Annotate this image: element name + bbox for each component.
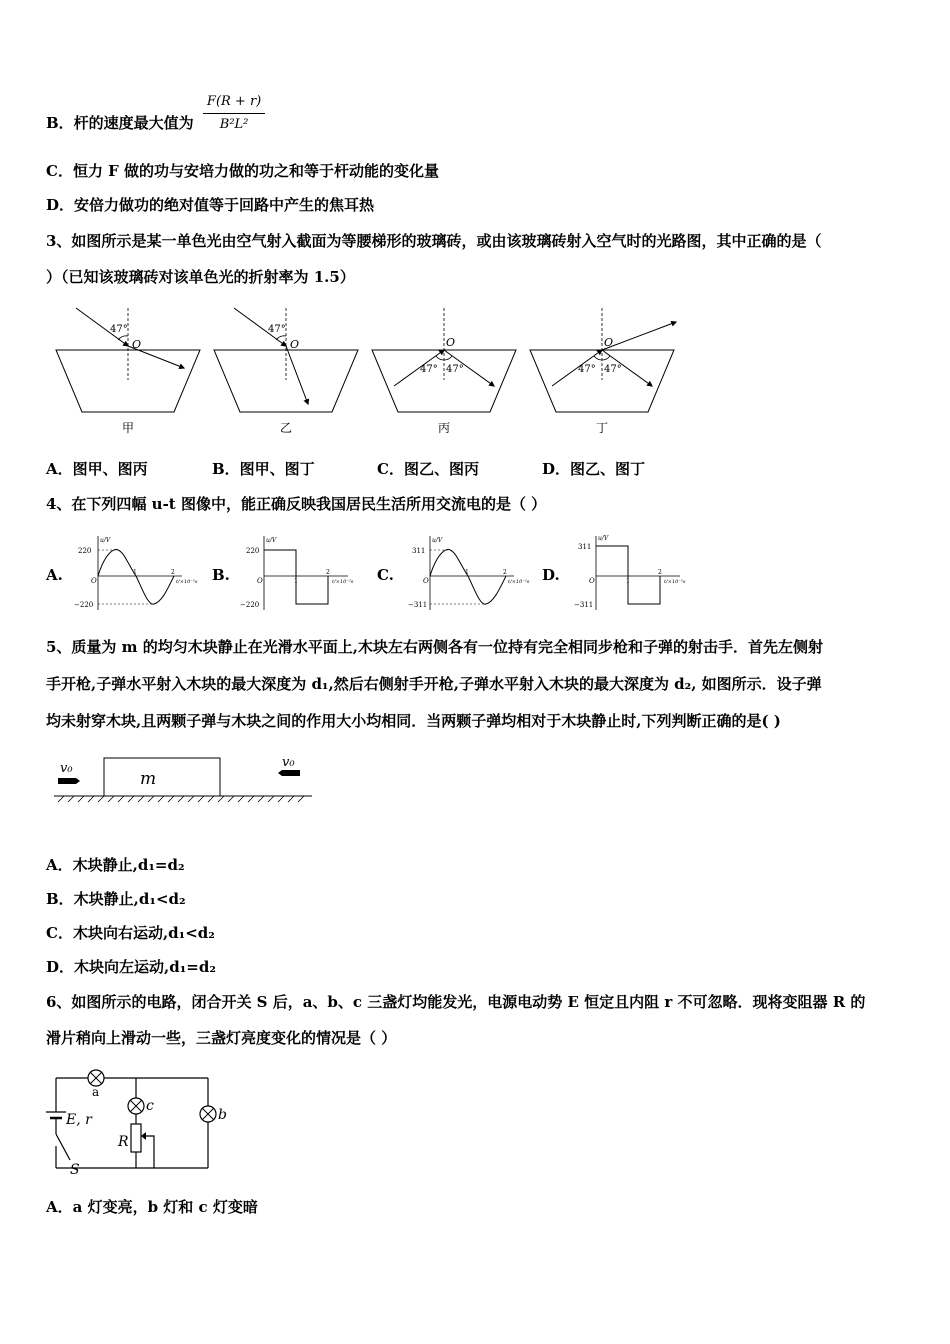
q5-option-a[interactable]: A．木块静止,d₁=d₂ bbox=[46, 856, 185, 874]
value-min: −220 bbox=[74, 601, 94, 609]
q5-stem-line1: 5、质量为 m 的均匀木块静止在光滑水平面上,木块左右两侧各有一位持有完全相同步枪和子弹的射击手．首先左侧射 bbox=[46, 638, 823, 656]
xlabel: t/×10⁻²s bbox=[508, 579, 530, 585]
q4-letter-b[interactable]: B. bbox=[212, 566, 230, 584]
fraction-denominator: B²L² bbox=[219, 116, 249, 132]
rheostat-r bbox=[131, 1124, 141, 1152]
xlabel: t/×10⁻²s bbox=[176, 579, 198, 585]
q4-letter-a[interactable]: A. bbox=[46, 566, 63, 584]
origin: O bbox=[91, 577, 97, 585]
angle-label: 47° bbox=[268, 324, 286, 335]
figure-label-yi: 乙 bbox=[280, 421, 293, 435]
prism-figure-yi bbox=[214, 308, 358, 435]
ylabel: u/V bbox=[432, 537, 443, 544]
tick-1: 1 bbox=[133, 569, 137, 576]
angle-label-left: 47° bbox=[420, 364, 438, 375]
ylabel: u/V bbox=[266, 537, 277, 544]
point-o: O bbox=[290, 338, 300, 351]
q6-stem-line2: 滑片稍向上滑动一些，三盏灯亮度变化的情况是（ ） bbox=[46, 1029, 397, 1047]
q2-option-b-text: B．杆的速度最大值为 bbox=[46, 114, 194, 132]
ground-hatch bbox=[58, 796, 304, 802]
label-s: S bbox=[70, 1162, 80, 1178]
prism-figure-bing bbox=[372, 308, 516, 435]
tick-1: 1 bbox=[626, 578, 630, 585]
value-max: 311 bbox=[578, 543, 592, 551]
q3-prism-figures bbox=[50, 300, 750, 440]
velocity-fraction bbox=[203, 92, 265, 135]
prism-figure-jia bbox=[56, 308, 200, 435]
q6-circuit-diagram bbox=[44, 1066, 234, 1176]
lamp-a bbox=[88, 1070, 104, 1086]
bullet-left bbox=[58, 778, 80, 784]
point-o: O bbox=[132, 338, 142, 351]
point-o: O bbox=[446, 336, 456, 349]
value-min: −311 bbox=[574, 601, 594, 609]
q3-option-c[interactable]: C．图乙、图丙 bbox=[377, 460, 479, 478]
label-b: b bbox=[218, 1107, 227, 1123]
switch-s bbox=[56, 1134, 70, 1160]
q3-option-a[interactable]: A．图甲、图丙 bbox=[46, 460, 148, 478]
angle-label: 47° bbox=[110, 324, 128, 335]
q4-stem: 4、在下列四幅 u-t 图像中，能正确反映我国居民生活所用交流电的是（ ） bbox=[46, 495, 547, 513]
q6-option-a[interactable]: A．a 灯变亮，b 灯和 c 灯变暗 bbox=[46, 1198, 258, 1216]
angle-label-left: 47° bbox=[578, 364, 596, 375]
sine-curve bbox=[430, 549, 506, 604]
q4-letter-c[interactable]: C. bbox=[377, 566, 394, 584]
origin: O bbox=[589, 577, 595, 585]
origin: O bbox=[423, 577, 429, 585]
ylabel: u/V bbox=[100, 537, 111, 544]
angle-label-right: 47° bbox=[446, 364, 464, 375]
xlabel: t/×10⁻²s bbox=[664, 579, 686, 585]
value-min: −311 bbox=[408, 601, 428, 609]
value-max: 311 bbox=[412, 547, 426, 555]
q5-option-b[interactable]: B．木块静止,d₁<d₂ bbox=[46, 890, 186, 908]
q3-option-d[interactable]: D．图乙、图丁 bbox=[542, 460, 646, 478]
lamp-c bbox=[128, 1098, 144, 1114]
q3-stem-line1: 3、如图所示是某一单色光由空气射入截面为等腰梯形的玻璃砖，或由该玻璃砖射入空气时的光路图，其中正确的是（ bbox=[46, 232, 822, 250]
wooden-block bbox=[104, 758, 220, 796]
prism-figure-ding bbox=[530, 308, 676, 435]
tick-1: 1 bbox=[294, 578, 298, 585]
bullet-right bbox=[278, 770, 300, 776]
q3-stem-line2: ）（已知该玻璃砖对该单色光的折射率为 1.5） bbox=[46, 268, 355, 286]
q5-option-c[interactable]: C．木块向右运动,d₁<d₂ bbox=[46, 924, 215, 942]
value-min: −220 bbox=[240, 601, 260, 609]
square-wave bbox=[264, 550, 328, 604]
figure-label-jia: 甲 bbox=[122, 421, 135, 435]
mass-label: m bbox=[140, 769, 157, 789]
tick-2: 2 bbox=[326, 569, 330, 576]
label-a: a bbox=[92, 1085, 100, 1099]
ut-graph-b bbox=[240, 536, 354, 610]
q2-option-c: C．恒力 F 做的功与安培力做的功之和等于杆动能的变化量 bbox=[46, 162, 440, 180]
value-max: 220 bbox=[78, 547, 92, 555]
tick-2: 2 bbox=[171, 569, 175, 576]
tick-1: 1 bbox=[465, 569, 469, 576]
tick-2: 2 bbox=[658, 569, 662, 576]
label-r: R bbox=[118, 1134, 129, 1150]
ylabel: u/V bbox=[598, 535, 609, 542]
q4-graphs bbox=[70, 534, 690, 614]
q5-stem-line2: 手开枪,子弹水平射入木块的最大深度为 d₁,然后右侧射手开枪,子弹水平射入木块的最大深度为 d₂, 如图所示．设子弹 bbox=[46, 675, 822, 693]
q2-option-b bbox=[46, 93, 265, 135]
lamp-b bbox=[200, 1106, 216, 1122]
rheostat-slider bbox=[144, 1136, 154, 1162]
v0-right: v₀ bbox=[282, 755, 295, 770]
q4-letter-d[interactable]: D. bbox=[542, 566, 560, 584]
point-o: O bbox=[604, 336, 614, 349]
sine-curve bbox=[98, 549, 174, 604]
xlabel: t/×10⁻²s bbox=[332, 579, 354, 585]
q3-option-b[interactable]: B．图甲、图丁 bbox=[212, 460, 315, 478]
q5-option-d[interactable]: D．木块向左运动,d₁=d₂ bbox=[46, 958, 216, 976]
value-max: 220 bbox=[246, 547, 260, 555]
v0-left: v₀ bbox=[60, 761, 73, 776]
label-e-r: E, r bbox=[66, 1112, 92, 1128]
label-c: c bbox=[146, 1098, 154, 1114]
ut-graph-a bbox=[74, 536, 198, 610]
ut-graph-c bbox=[408, 536, 530, 610]
figure-label-ding: 丁 bbox=[596, 421, 609, 435]
q2-option-d: D．安倍力做功的绝对值等于回路中产生的焦耳热 bbox=[46, 196, 375, 214]
square-wave bbox=[596, 546, 660, 604]
fraction-numerator: F(R + r) bbox=[203, 92, 265, 114]
q5-block-figure bbox=[54, 750, 324, 810]
q5-stem-line3: 均未射穿木块,且两颗子弹与木块之间的作用大小均相同．当两颗子弹均相对于木块静止时,下列判断正确的是( ) bbox=[46, 712, 781, 730]
ut-graph-d bbox=[574, 535, 686, 610]
angle-label-right: 47° bbox=[604, 364, 622, 375]
figure-label-bing: 丙 bbox=[438, 421, 451, 435]
origin: O bbox=[257, 577, 263, 585]
tick-2: 2 bbox=[503, 569, 507, 576]
q6-stem-line1: 6、如图所示的电路，闭合开关 S 后，a、b、c 三盏灯均能发光，电源电动势 E 恒定且内阻 r 不可忽略．现将变阻器 R 的 bbox=[46, 993, 866, 1011]
